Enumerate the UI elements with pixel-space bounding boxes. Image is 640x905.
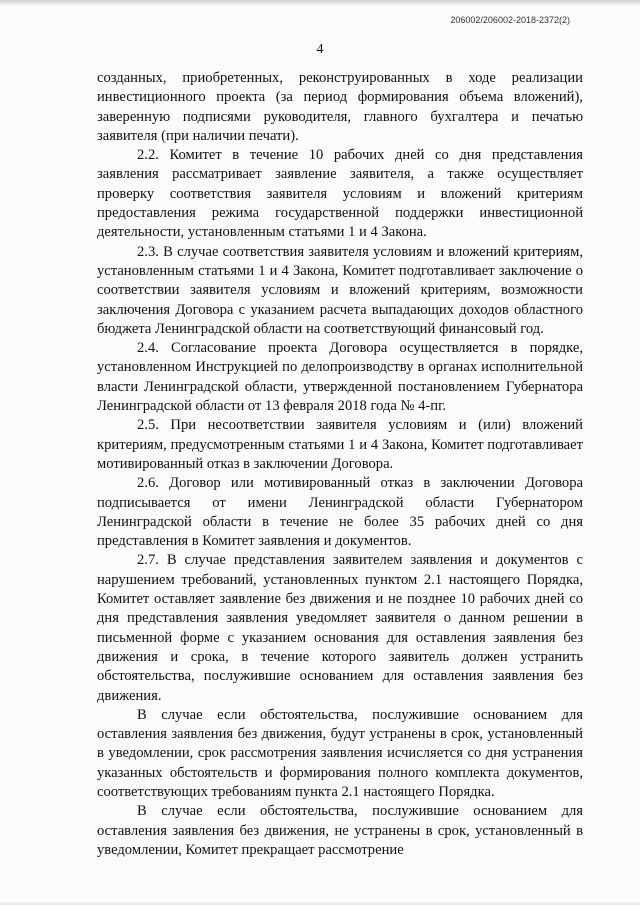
paragraph-2-7-removed: В случае если обстоятельства, послужившие основанием для оставления заявления без движения, будут устранены в срок, установленный в уведомлении, срок рассмотрения заявления исчисляется со дня устранения указанных обстоятельств и формирования полного комплекта документов, соответствующих требованиям пункта 2.1 настоящего Порядка. xyxy=(97,706,583,800)
paragraph-continuation: созданных, приобретенных, реконструированных в ходе реализации инвестиционного проекта (за период формирования объема вложений), заверенную подписями руководителя, главного бухгалтера и печатью заявителя (при наличии печати). xyxy=(97,70,583,144)
paragraph-2-5: 2.5. При несоответствии заявителя условиям и (или) вложений критериям, предусмотренным статьями 1 и 4 Закона, Комитет подготавливает мотивированный отказ в заключении Договора. xyxy=(97,417,583,472)
paragraph-2-3: 2.3. В случае соответствия заявителя условиям и вложений критериям, установленным статьями 1 и 4 Закона, Комитет подготавливает заключение о соответствии заявителя условиям и вложений критериям, возможности заключения Договора с указанием расчета выпадающих доходов областного бюджета Ленинградской области на соответствующий финансовый год. xyxy=(97,243,583,337)
paragraph-2-7-not-removed: В случае если обстоятельства, послужившие основанием для оставления заявления без движения, не устранены в срок, установленный в уведомлении, Комитет прекращает рассмотрение xyxy=(97,803,583,858)
paragraph-2-4: 2.4. Согласование проекта Договора осуществляется в порядке, установленном Инструкцией по делопроизводству в органах исполнительной власти Ленинградской области, утвержденной постановлением Губернатора Ленинградской области от 13 февраля 2018 года № 4-пг. xyxy=(97,340,583,415)
scan-bottom-edge xyxy=(0,901,640,905)
document-body xyxy=(97,69,583,860)
page-number: 4 xyxy=(316,42,324,57)
scan-top-edge xyxy=(0,0,640,6)
paragraph-2-6: 2.6. Договор или мотивированный отказ в заключении Договора подписывается от имени Ленинградской области Губернатором Ленинградской области в течение не более 35 рабочих дней со дня представления в Комитет заявления и документов. xyxy=(97,475,583,550)
document-id: 206002/206002-2018-2372(2) xyxy=(450,15,570,25)
paragraph-2-7: 2.7. В случае представления заявителем заявления и документов с нарушением требований, установленных пунктом 2.1 настоящего Порядка, Комитет оставляет заявление без движения и не позднее 10 рабочих дней со дня представления заявления уведомляет заявителя о данном решении в письменной форме с указанием основания для оставления заявления без движения и срока, в течение которого заявитель должен устранить обстоятельства, послужившие основанием для оставления заявления без движения. xyxy=(97,552,583,704)
paragraph-2-2: 2.2. Комитет в течение 10 рабочих дней со дня представления заявления рассматривает заявление заявителя, а также осуществляет проверку соответствия заявителя условиям и вложений критериям предоставления режима государственной поддержки инвестиционной деятельности, установленным статьями 1 и 4 Закона. xyxy=(97,147,583,241)
